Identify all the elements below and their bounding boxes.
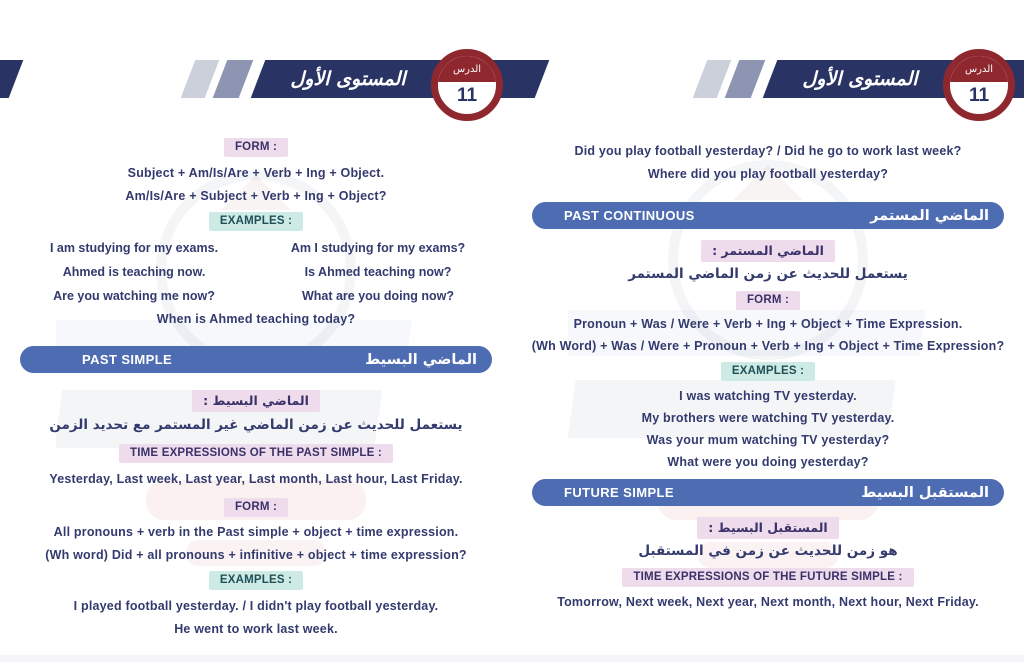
example-line: Did you play football yesterday? / Did he go to work last week? <box>574 144 962 158</box>
lesson-badge <box>431 49 503 121</box>
time-expressions-line: Tomorrow, Next week, Next year, Next month, Next hour, Next Friday. <box>557 595 979 609</box>
example-statement: I am studying for my exams. <box>49 241 219 255</box>
form-label: FORM : <box>224 498 288 517</box>
lesson-badge-label: الدرس <box>438 56 496 82</box>
example-question: Am I studying for my exams? <box>290 241 466 255</box>
examples-chip-row <box>12 571 500 590</box>
example-line: Where did you play football yesterday? <box>647 167 889 181</box>
header-corner-shape <box>0 60 23 98</box>
time-expressions-line: Yesterday, Last week, Last year, Last month, Last hour, Last Friday. <box>49 472 463 486</box>
header-corner-shape <box>512 60 549 98</box>
time-expressions-chip-row <box>524 568 1012 587</box>
examples-label: EXAMPLES : <box>209 571 303 590</box>
example-line: What were you doing yesterday? <box>667 455 869 469</box>
header-stripe-light <box>693 60 732 98</box>
form-line: (Wh Word) + Was / Were + Pronoun + Verb + Ing + Object + Time Expression? <box>531 339 1005 353</box>
examples-chip-row <box>12 212 500 231</box>
examples-label: EXAMPLES : <box>209 212 303 231</box>
form-chip-row <box>12 498 500 517</box>
definition-label: الماضي البسيط : <box>192 390 320 412</box>
definition-chip-row <box>524 240 1012 262</box>
lesson-badge <box>943 49 1015 121</box>
example-line: He went to work last week. <box>174 622 338 636</box>
time-expressions-label: TIME EXPRESSIONS OF THE FUTURE SIMPLE : <box>622 568 913 587</box>
section-title-ar: الماضي البسيط <box>365 351 477 368</box>
lesson-badge-label: الدرس <box>950 56 1008 82</box>
definition-text: هو زمن للحديث عن زمن في المستقبل <box>638 543 898 559</box>
definition-chip-row <box>12 390 500 412</box>
definition-text: يستعمل للحديث عن زمن الماضي غير المستمر مع تحديد الزمن <box>49 417 463 433</box>
section-title-ar: المستقبل البسيط <box>861 484 989 501</box>
level-title: المستوى الأول <box>290 68 406 90</box>
example-line: My brothers were watching TV yesterday. <box>641 411 895 425</box>
example-question: What are you doing now? <box>301 289 455 303</box>
example-statement: Are you watching me now? <box>53 289 215 303</box>
definition-label: المستقبل البسيط : <box>697 517 838 539</box>
definition-label: الماضي المستمر : <box>701 240 835 262</box>
form-line: All pronouns + verb in the Past simple + object + time expression. <box>53 525 459 539</box>
worksheet-page-right <box>512 0 1024 662</box>
example-line: I was watching TV yesterday. <box>679 389 857 403</box>
definition-text: يستعمل للحديث عن زمن الماضي المستمر <box>628 266 908 282</box>
header-stripe-light <box>181 60 220 98</box>
example-row <box>12 265 500 279</box>
form-chip-row <box>12 138 500 157</box>
section-title-en: PAST SIMPLE <box>82 352 173 367</box>
level-title: المستوى الأول <box>802 68 918 90</box>
header-stripe-mid <box>213 60 254 98</box>
form-line: Pronoun + Was / Were + Verb + Ing + Object + Time Expression. <box>573 317 963 331</box>
section-bar-past-simple <box>20 346 492 373</box>
examples-label: EXAMPLES : <box>721 362 815 381</box>
form-line: Am/Is/Are + Subject + Verb + Ing + Object? <box>125 189 387 203</box>
example-question: Is Ahmed teaching now? <box>304 265 452 279</box>
form-line: Subject + Am/Is/Are + Verb + Ing + Object. <box>127 166 385 180</box>
examples-chip-row <box>524 362 1012 381</box>
lesson-badge-number: 11 <box>456 85 478 106</box>
example-line: Was your mum watching TV yesterday? <box>646 433 890 447</box>
lesson-badge-number: 11 <box>968 85 990 106</box>
form-label: FORM : <box>736 291 800 310</box>
example-statement: Ahmed is teaching now. <box>62 265 206 279</box>
time-expressions-chip-row <box>12 444 500 463</box>
section-title-ar: الماضي المستمر <box>870 207 989 224</box>
form-line: (Wh word) Did + all pronouns + infinitive + object + time expression? <box>45 548 467 562</box>
section-bar-past-continuous <box>532 202 1004 229</box>
page-bottom-strip <box>0 655 1024 662</box>
section-bar-future-simple <box>532 479 1004 506</box>
example-row <box>12 241 500 255</box>
time-expressions-label: TIME EXPRESSIONS OF THE PAST SIMPLE : <box>119 444 393 463</box>
form-label: FORM : <box>224 138 288 157</box>
example-line: I played football yesterday. / I didn't play football yesterday. <box>73 599 439 613</box>
definition-chip-row <box>524 517 1012 539</box>
example-row <box>12 289 500 303</box>
header-stripe-mid <box>725 60 766 98</box>
form-chip-row <box>524 291 1012 310</box>
example-line: When is Ahmed teaching today? <box>156 312 356 326</box>
section-title-en: FUTURE SIMPLE <box>564 485 674 500</box>
section-title-en: PAST CONTINUOUS <box>564 208 695 223</box>
